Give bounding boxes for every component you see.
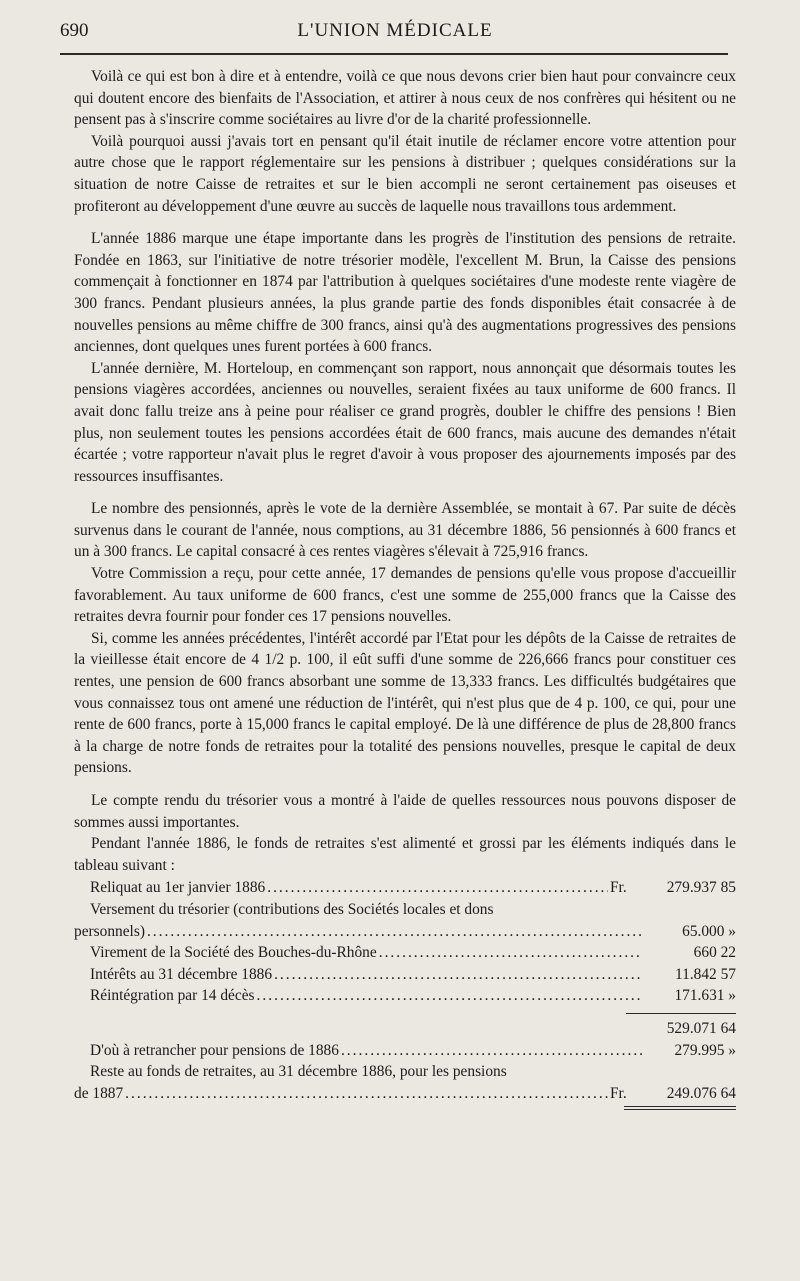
ledger-label: Reliquat au 1er janvier 1886 [90,879,266,897]
paragraph: L'année dernière, M. Horteloup, en commençant son rapport, nous annonçait que désormais toutes les pensions viagères accordées, anciennes ou nouvelles, seraient fixées au taux uniforme de 600 francs. Il avait donc fallu treize ans à peine pour réaliser ce grand progrès, doubler le chiffre des pensions ! Bien plus, non seulement toutes les pensions accordées était de 600 francs, mais aucune des demandes n'était écartée ; votre rapporteur n'avait plus le regret d'avoir à vous proposer des ajournements imposés par des ressources insuffisantes. [74,359,736,485]
ledger-row-reste [74,1083,736,1105]
paragraph: Voilà ce qui est bon à dire et à entendre, voilà ce que nous devons crier bien haut pour convaincre ceux qui doutent encore des bienfaits de l'Association, et attirer à nous ceux de nos confrères qui hésitent ou ne pensent pas à s'inscrire comme sociétaires au livre d'or de la charité professionnelle. [74,68,736,129]
paragraph-gap [74,779,736,790]
dot-leader [379,942,642,964]
currency-label: Fr. [610,1084,627,1102]
ledger-label: de 1887 [74,1084,124,1102]
paragraph: Le nombre des pensionnés, après le vote de la dernière Assemblée, se montait à 67. Par suite de décès survenus dans le courant de l'année, nous comptions, au 31 décembre 1886, 56 pensionnés à 600 francs et un à 300 francs. Le capital consacré à ces rentes viagères s'élevait à 725,916 francs. [74,500,736,561]
page-number: 690 [60,20,89,41]
running-head-title: L'UNION MÉDICALE [297,20,493,41]
ledger-label: personnels) [74,922,145,940]
ledger-amount: 279.937 85 [666,879,736,897]
paragraph: Pendant l'année 1886, le fonds de retraites s'est alimenté et grossi par les éléments indiqués dans le tableau suivant : [74,835,736,874]
ledger-row-interets [74,964,736,986]
ledger-row-versement [74,921,736,943]
double-rule [624,1106,736,1110]
ledger-amount: 660 22 [693,944,736,962]
ledger-row-reintegration [74,985,736,1007]
ledger-total: 529.071 64 [666,1019,736,1037]
ledger-row-retrancher [74,1040,736,1062]
dot-leader [341,1040,642,1062]
paragraph: Votre Commission a reçu, pour cette année, 17 demandes de pensions qu'elle vous propose d'accueillir favorablement. Au taux uniforme de 600 francs, c'est une somme de 255,000 francs que la Caisse des retraites devra fournir pour fonder ces 17 pensions nouvelles. [74,565,736,626]
dot-leader [125,1083,608,1105]
ledger-label-line: Reste au fonds de retraites, au 31 décembre 1886, pour les pensions [90,1063,507,1081]
paragraph: Le compte rendu du trésorier vous a montré à l'aide de quelles ressources nous pouvons disposer de sommes aussi importantes. [74,792,736,831]
ledger-amount: 11.842 57 [675,965,736,983]
ledger-row-reliquat [74,877,736,899]
ledger-label: Réintégration par 14 décès [90,987,255,1005]
dot-leader [274,964,642,986]
paragraph: L'année 1886 marque une étape importante dans les progrès de l'institution des pensions de retraite. Fondée en 1863, sur l'initiative de notre trésorier modèle, l'excellent M. Brun, la Caisse des pensions commençait à fonctionner en 1874 par l'attribution à quelques sociétaires d'une modeste rente viagère de 300 francs. Pendant plusieurs années, la plus grande partie des fonds disponibles était consacrée à de nouvelles pensions au même chiffre de 300 francs, ainsi qu'à des augmentations progressives des pensions anciennes, dont quelques unes furent portées à 600 francs. [74,230,736,356]
ledger-label: Intérêts au 31 décembre 1886 [90,965,273,983]
pension-fund-ledger [74,877,736,1110]
ledger-amount: 279.995 » [674,1041,736,1059]
ledger-row-total [74,1018,736,1040]
header-rule [60,53,728,55]
dot-leader [147,921,642,943]
paragraph-gap [74,487,736,498]
ledger-row-virement [74,942,736,964]
ledger-amount: 65.000 » [682,922,736,940]
page-header [60,18,730,50]
ledger-amount: 171.631 » [674,987,736,1005]
currency-label: Fr. [610,879,627,897]
paragraph-gap [74,217,736,228]
paragraph: Voilà pourquoi aussi j'avais tort en pensant qu'il était inutile de réclamer encore votre attention pour autre chose que le rapport réglementaire sur les pensions à distribuer ; quelques considérations sur la situation de notre Caisse de retraites et sur le bien accompli ne seront certainement pas oiseuses et profiteront au développement d'une œuvre au succès de laquelle nous travaillons tous ardemment. [74,132,736,215]
ledger-label-line: Versement du trésorier (contributions des Sociétés locales et dons [90,900,494,918]
paragraph: Si, comme les années précédentes, l'intérêt accordé par l'Etat pour les dépôts de la Caisse de retraites de la vieillesse était encore de 4 1/2 p. 100, il eût suffi d'une somme de 226,666 francs pour constituer ces rentes, une pension de 600 francs absorbant une somme de 13,333 francs. Les difficultés budgétaires que vous connaissez tous ont amené une réduction de l'intérêt, qui n'est plus que de 4 p. 100, ce qui, pour une rente de 600 francs, porte à 15,000 francs le capital employé. De là une différence de plus de 28,800 francs à la charge de notre fonds de retraites pour la totalité des pensions nouvelles, presque le capital de deux pensions. [74,629,736,777]
article-body [74,66,736,1110]
dot-leader [257,985,642,1007]
ledger-label: Virement de la Société des Bouches-du-Rhône [90,944,377,962]
ledger-amount: 249.076 64 [666,1084,736,1102]
ledger-label: D'où à retrancher pour pensions de 1886 [90,1041,339,1059]
dot-leader [267,877,608,899]
sum-rule [626,1013,736,1014]
